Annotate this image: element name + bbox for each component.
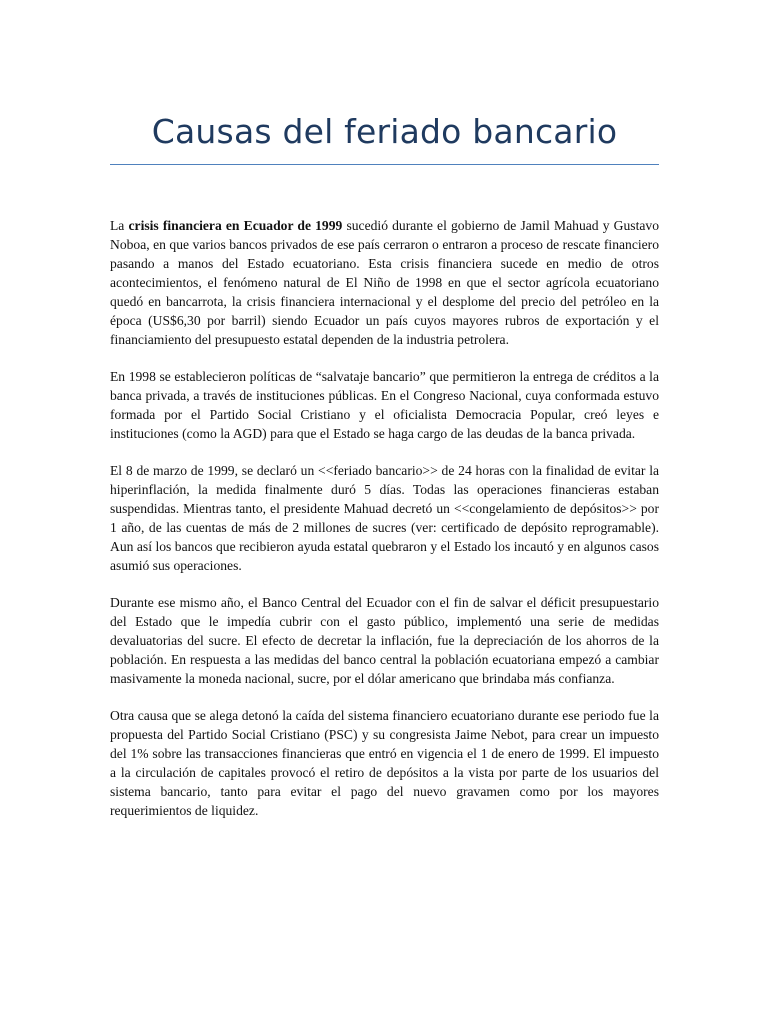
paragraph-4: Durante ese mismo año, el Banco Central del Ecuador con el fin de salvar el déficit presupuestario del Estado que le impedía cubrir con el gasto público, implementó una serie de medidas devaluatorias del sucre. El efecto de decretar la inflación, fue la depreciación de los ahorros de la población. En respuesta a las medidas del banco central la población ecuatoriana empezó a cambiar masivamente la moneda nacional, sucre, por el dólar americano que brindaba más confianza. (110, 595, 659, 686)
paragraph-1-rest: sucedió durante el gobierno de Jamil Mahuad y Gustavo Noboa, en que varios bancos privados de ese país cerraron o entraron a proceso de rescate financiero pasando a manos del Estado ecuatoriano. Esta crisis financiera sucede en medio de otros acontecimientos, el fenómeno natural de El Niño de 1998 en que el sector agrícola ecuatoriano quedó en bancarrota, la crisis financiera internacional y el desplome del precio del petróleo en la época (US$6,30 por barril) siendo Ecuador un país cuyos mayores rubros de exportación y el financiamiento del presupuesto estatal dependen de la industria petrolera. (110, 218, 659, 347)
paragraph-1-bold: crisis financiera en Ecuador de 1999 (128, 218, 343, 233)
document-title: Causas del feriado bancario (151, 112, 618, 151)
paragraph-1-lead: La (110, 218, 129, 233)
paragraph-1 (110, 216, 659, 349)
title-underline (110, 164, 659, 165)
document-body (110, 216, 659, 838)
paragraph-5: Otra causa que se alega detonó la caída del sistema financiero ecuatoriano durante ese periodo fue la propuesta del Partido Social Cristiano (PSC) y su congresista Jaime Nebot, para crear un impuesto del 1% sobre las transacciones financieras que entró en vigencia el 1 de enero de 1999. El impuesto a la circulación de capitales provocó el retiro de depósitos a la vista por parte de los usuarios del sistema bancario, tanto para evitar el pago del nuevo gravamen como por los mayores requerimientos de liquidez. (110, 708, 659, 818)
paragraph-3: El 8 de marzo de 1999, se declaró un <<feriado bancario>> de 24 horas con la finalidad de evitar la hiperinflación, la medida finalmente duró 5 días. Todas las operaciones financieras estaban suspendidas. Mientras tanto, el presidente Mahuad decretó un <<congelamiento de depósitos>> por 1 año, de las cuentas de más de 2 millones de sucres (ver: certificado de depósito reprogramable). Aun así los bancos que recibieron ayuda estatal quebraron y el Estado los incautó y en algunos casos asumió sus operaciones. (110, 463, 659, 573)
paragraph-2: En 1998 se establecieron políticas de “salvataje bancario” que permitieron la entrega de créditos a la banca privada, a través de instituciones públicas. En el Congreso Nacional, cuya conformada estuvo formada por el Partido Social Cristiano y el oficialista Democracia Popular, creó leyes e instituciones (como la AGD) para que el Estado se haga cargo de las deudas de la banca privada. (110, 369, 659, 441)
title-block (110, 112, 659, 165)
